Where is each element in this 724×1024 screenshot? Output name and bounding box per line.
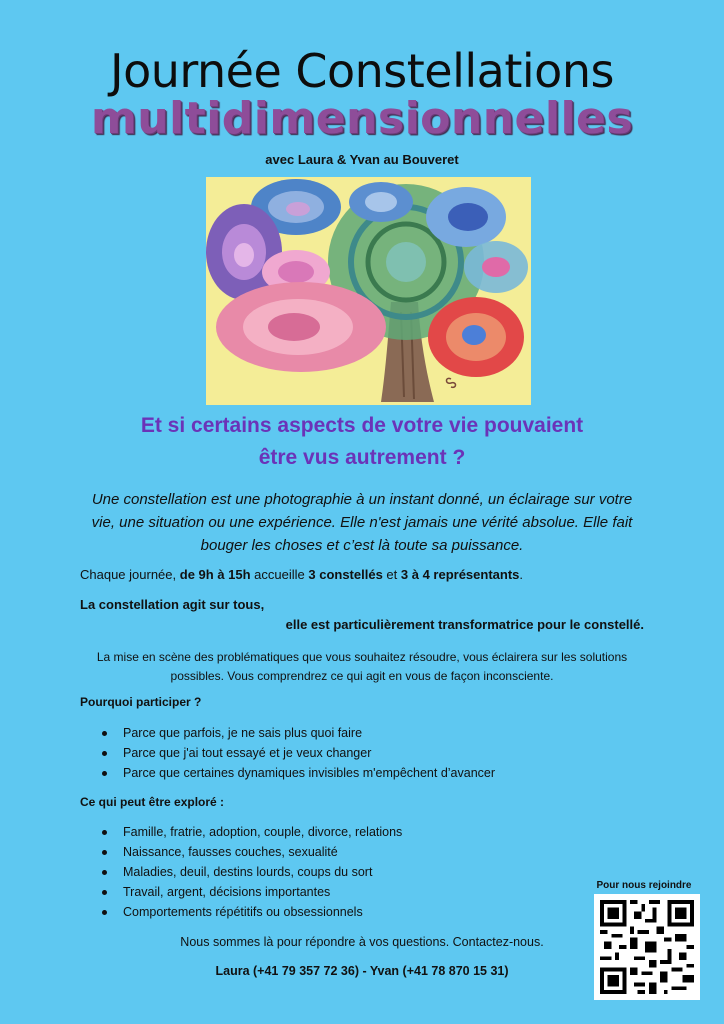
question-heading	[0, 410, 724, 474]
tree-artwork	[206, 177, 531, 405]
schedule-representants: 3 à 4 représentants	[400, 567, 520, 582]
agit-line-2: elle est particulièrement transformatrice pour le constellé.	[285, 617, 644, 632]
list-item: Travail, argent, décisions importantes	[100, 882, 402, 902]
poster-subtitle: multidimensionnelles	[90, 93, 634, 144]
poster-title: Journée Constellations	[110, 44, 614, 98]
schedule-hours: de 9h à 15h	[179, 567, 251, 582]
list-item: Comportements répétitifs ou obsessionnels	[100, 902, 402, 922]
list-item: Parce que j'ai tout essayé et je veux changer	[100, 743, 495, 763]
schedule-line	[80, 566, 523, 584]
agit-line-1: La constellation agit sur tous,	[80, 597, 265, 612]
contact-phones: Laura (+41 79 357 72 36) - Yvan (+41 78 870 15 31)	[215, 964, 509, 978]
intro-paragraph: Une constellation est une photographie à un instant donné, un éclairage sur votre vie, une situation ou une expérience. Elle n'est jamais une vérité absolue. Elle fait bouger les choses et c’est là toute sa puissance.	[91, 491, 633, 554]
qr-label: Pour nous rejoindre	[596, 880, 692, 891]
explore-list	[100, 822, 402, 922]
schedule-middle: accueille	[250, 567, 309, 582]
contact-text: Nous sommes là pour répondre à vos questions. Contactez-nous.	[180, 935, 544, 949]
list-item: Parce que parfois, je ne sais plus quoi faire	[100, 723, 495, 743]
question-line-1: Et si certains aspects de votre vie pouvaient	[140, 414, 584, 437]
byline: avec Laura & Yvan au Bouveret	[265, 152, 459, 167]
pourquoi-list	[100, 723, 495, 783]
list-item: Parce que certaines dynamiques invisibles m'empêchent d’avancer	[100, 763, 495, 783]
tree-of-spirals-icon	[206, 177, 531, 405]
question-line-2: être vus autrement ?	[258, 446, 466, 469]
list-item: Maladies, deuil, destins lourds, coups du sort	[100, 862, 402, 882]
pourquoi-heading: Pourquoi participer ?	[80, 695, 202, 709]
list-item: Famille, fratrie, adoption, couple, divorce, relations	[100, 822, 402, 842]
explore-heading: Ce qui peut être exploré :	[80, 795, 225, 809]
list-item: Naissance, fausses couches, sexualité	[100, 842, 402, 862]
mise-paragraph: La mise en scène des problématiques que vous souhaitez résoudre, vous éclairera sur les solutions possibles. Vous comprendrez ce qui agit en vous de façon inconsciente.	[96, 650, 628, 683]
schedule-suffix: .	[519, 567, 524, 582]
qr-code-icon[interactable]	[594, 894, 700, 1000]
schedule-prefix: Chaque journée,	[80, 567, 180, 582]
schedule-and: et	[382, 567, 401, 582]
schedule-constelles: 3 constellés	[308, 567, 383, 582]
